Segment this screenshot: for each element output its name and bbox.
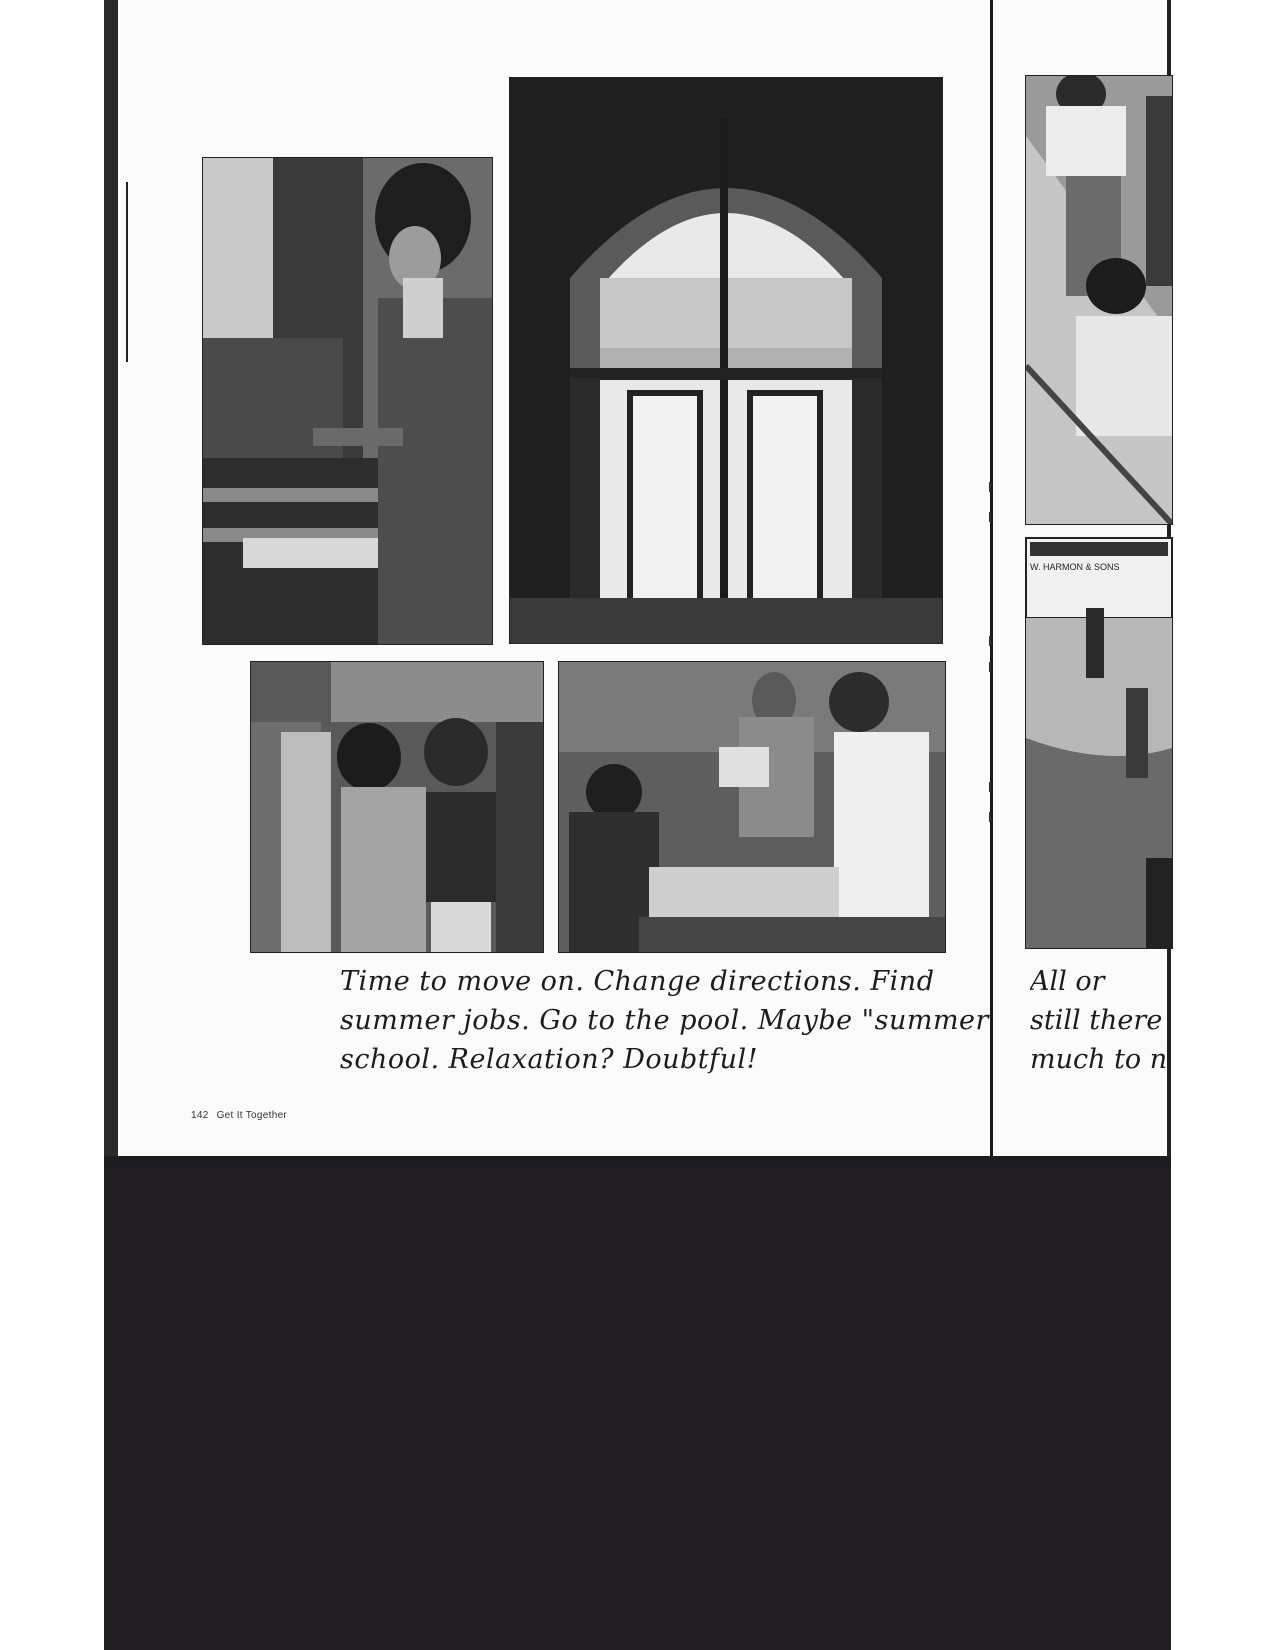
lockers-photo	[250, 661, 544, 953]
page-folio	[191, 1110, 295, 1121]
caption-line: summer jobs. Go to the pool. Maybe "summer	[340, 1005, 989, 1036]
margin-mark	[989, 636, 991, 646]
page-bottom-edge	[104, 1156, 1171, 1168]
page-edge	[104, 0, 118, 1165]
margin-mark	[989, 482, 991, 492]
classroom-photo	[558, 661, 946, 953]
stairway-photo	[1025, 75, 1173, 525]
margin-mark	[989, 512, 991, 522]
right-page-caption	[1030, 962, 1167, 1079]
caption-line: much to n	[1030, 1044, 1167, 1075]
page-gutter	[990, 0, 993, 1156]
cafeteria-line-photo	[202, 157, 493, 645]
margin-mark	[126, 182, 128, 362]
margin-mark	[989, 812, 991, 822]
bus-sign: W. HARMON & SONS	[1030, 562, 1120, 572]
margin-mark	[989, 662, 991, 672]
caption-line: school. Relaxation? Doubtful!	[340, 1044, 759, 1075]
caption-line: still there	[1030, 1005, 1163, 1036]
photo-caption	[340, 962, 989, 1079]
caption-line: Time to move on. Change directions. Find	[340, 966, 935, 997]
caption-line: All or	[1030, 966, 1105, 997]
margin-mark	[989, 782, 991, 792]
page-number: 142	[191, 1110, 209, 1121]
school-bus-photo	[1025, 537, 1173, 949]
arched-doorway-photo	[509, 77, 943, 644]
section-title: Get It Together	[216, 1110, 288, 1121]
